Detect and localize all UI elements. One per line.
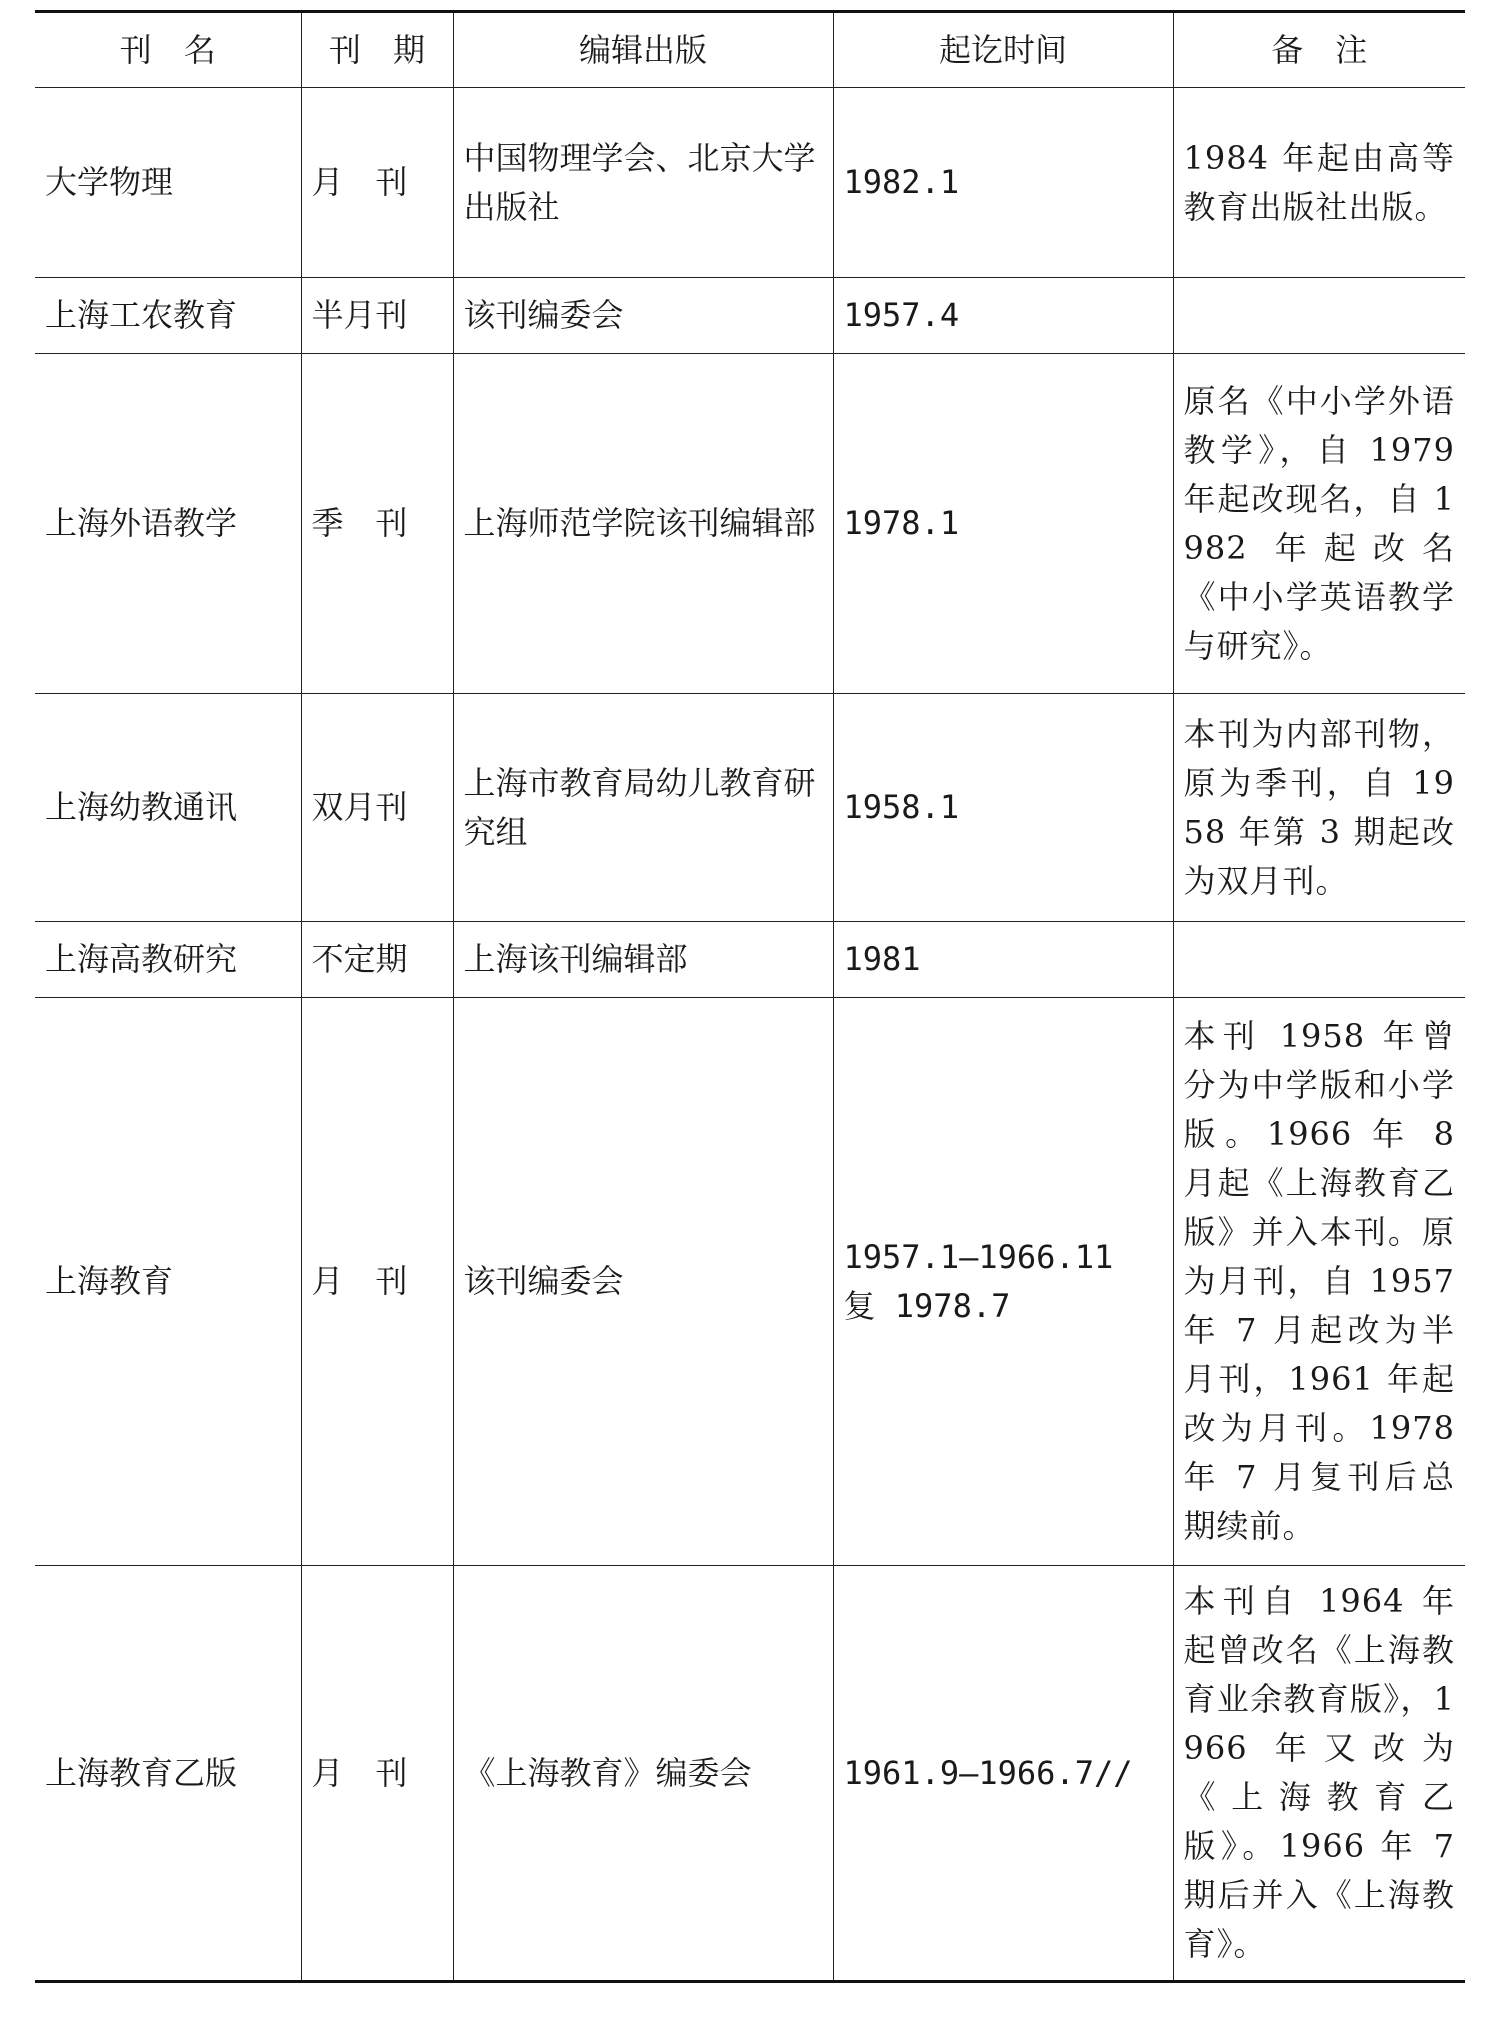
cell-note xyxy=(1173,278,1465,354)
cell-journal-name: 上海工农教育 xyxy=(35,278,301,354)
cell-note: 本刊为内部刊物，原为季刊，自 1958 年第 3 期起改为双月刊。 xyxy=(1173,694,1465,922)
cell-period: 月 刊 xyxy=(301,1566,453,1982)
cell-publisher: 该刊编委会 xyxy=(453,278,833,354)
cell-period: 月 刊 xyxy=(301,88,453,278)
cell-journal-name: 上海幼教通讯 xyxy=(35,694,301,922)
table-row xyxy=(35,278,1465,354)
table-row xyxy=(35,694,1465,922)
cell-note: 本刊自 1964 年起曾改名《上海教育业余教育版》，1966 年又改为《上海教育乙版》。1966 年 7 期后并入《上海教育》。 xyxy=(1173,1566,1465,1982)
table-row xyxy=(35,998,1465,1566)
cell-publisher: 上海该刊编辑部 xyxy=(453,922,833,998)
cell-note: 1984 年起由高等教育出版社出版。 xyxy=(1173,88,1465,278)
cell-journal-name: 上海外语教学 xyxy=(35,354,301,694)
cell-period: 不定期 xyxy=(301,922,453,998)
cell-period: 半月刊 xyxy=(301,278,453,354)
table-body xyxy=(35,88,1465,1982)
cell-publisher: 中国物理学会、北京大学出版社 xyxy=(453,88,833,278)
table-row xyxy=(35,922,1465,998)
header-journal-name: 刊 名 xyxy=(35,12,301,88)
header-row xyxy=(35,12,1465,88)
header-publisher: 编辑出版 xyxy=(453,12,833,88)
cell-journal-name: 上海教育乙版 xyxy=(35,1566,301,1982)
table-row xyxy=(35,1566,1465,1982)
journal-table xyxy=(35,10,1465,1983)
cell-dates: 1982.1 xyxy=(833,88,1173,278)
cell-publisher: 该刊编委会 xyxy=(453,998,833,1566)
cell-dates: 1961.9—1966.7// xyxy=(833,1566,1173,1982)
cell-publisher: 上海师范学院该刊编辑部 xyxy=(453,354,833,694)
header-notes: 备 注 xyxy=(1173,12,1465,88)
cell-journal-name: 上海高教研究 xyxy=(35,922,301,998)
header-dates: 起讫时间 xyxy=(833,12,1173,88)
cell-dates: 1957.4 xyxy=(833,278,1173,354)
header-period: 刊 期 xyxy=(301,12,453,88)
cell-period: 月 刊 xyxy=(301,998,453,1566)
cell-note: 原名《中小学外语教学》，自 1979 年起改现名，自 1982 年起改名《中小学英语教学与研究》。 xyxy=(1173,354,1465,694)
table-row xyxy=(35,354,1465,694)
cell-journal-name: 上海教育 xyxy=(35,998,301,1566)
cell-journal-name: 大学物理 xyxy=(35,88,301,278)
cell-note xyxy=(1173,922,1465,998)
cell-period: 双月刊 xyxy=(301,694,453,922)
cell-publisher: 《上海教育》编委会 xyxy=(453,1566,833,1982)
cell-publisher: 上海市教育局幼儿教育研究组 xyxy=(453,694,833,922)
cell-dates: 1958.1 xyxy=(833,694,1173,922)
cell-dates: 1978.1 xyxy=(833,354,1173,694)
table-header xyxy=(35,12,1465,88)
cell-period: 季 刊 xyxy=(301,354,453,694)
cell-dates: 1957.1—1966.11 复 1978.7 xyxy=(833,998,1173,1566)
table-row xyxy=(35,88,1465,278)
cell-dates: 1981 xyxy=(833,922,1173,998)
cell-note: 本刊 1958 年曾分为中学版和小学版。1966 年 8 月起《上海教育乙版》并入本刊。原为月刊，自 1957 年 7 月起改为半月刊，1961 年起改为月刊。1978 年 7 月复刊后总期续前。 xyxy=(1173,998,1465,1566)
